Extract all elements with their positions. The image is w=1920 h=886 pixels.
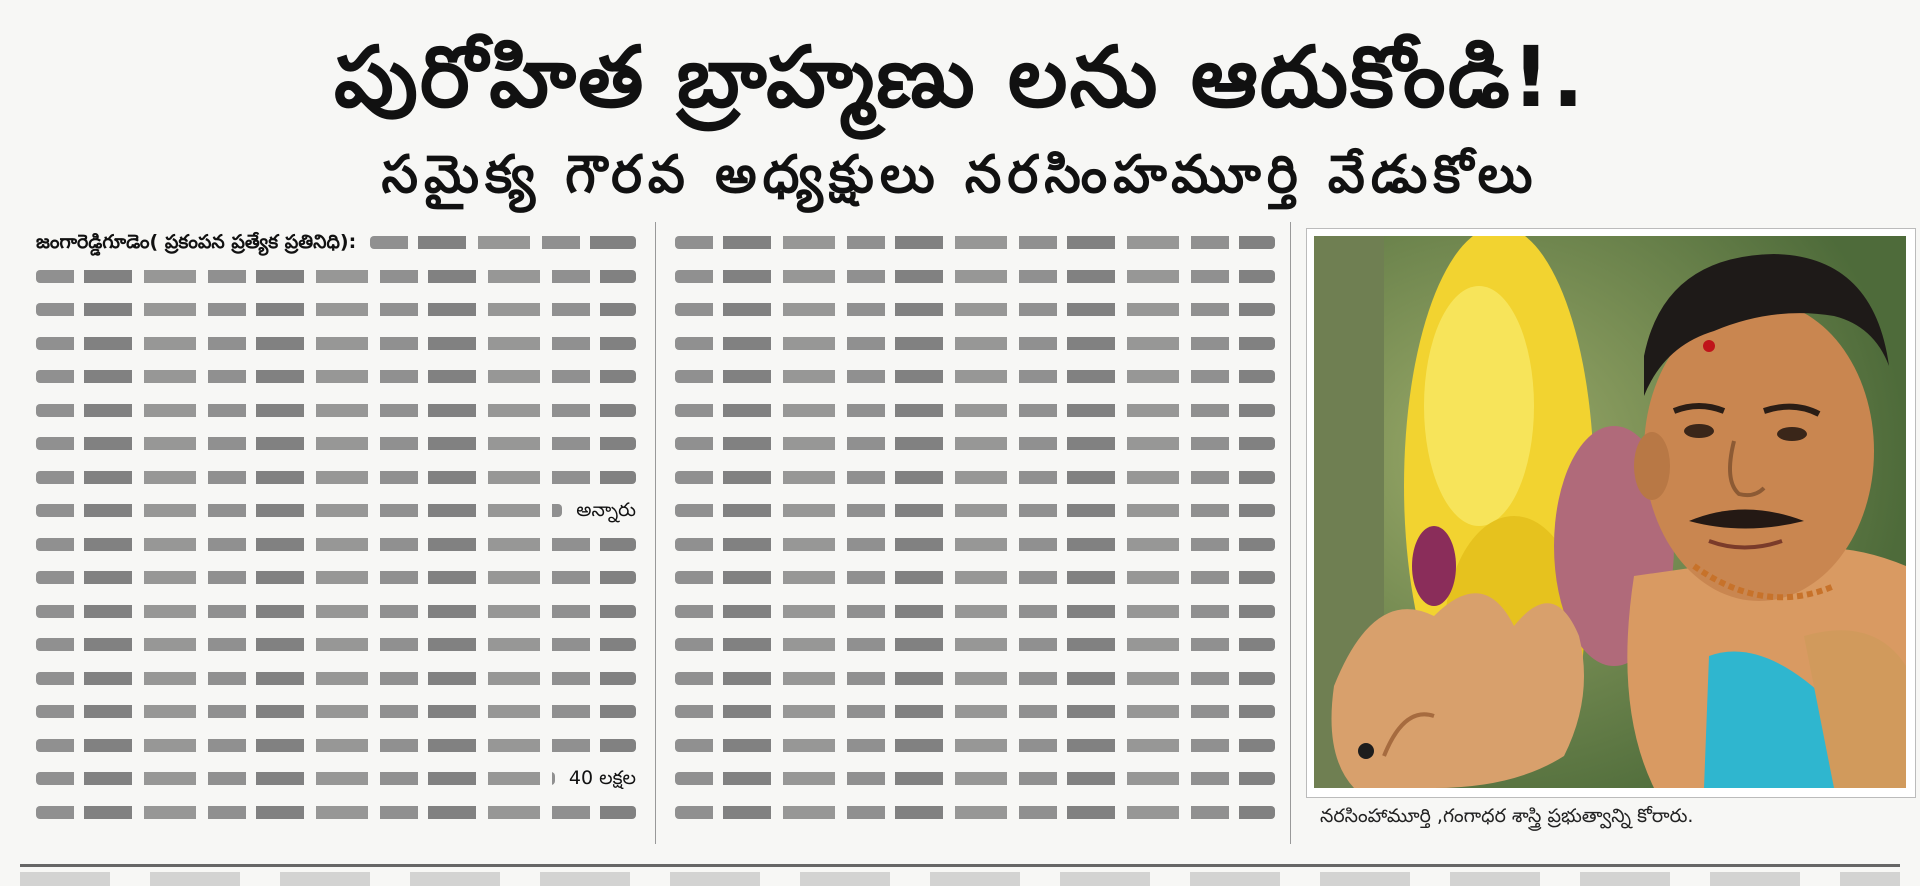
illegible-text bbox=[36, 337, 636, 350]
body-line bbox=[36, 561, 636, 595]
body-line bbox=[675, 695, 1275, 729]
illegible-text bbox=[36, 772, 555, 785]
illegible-text bbox=[675, 638, 1275, 651]
illegible-text bbox=[36, 370, 636, 383]
illegible-text bbox=[36, 672, 636, 685]
body-line bbox=[675, 729, 1275, 763]
illegible-text bbox=[675, 504, 1275, 517]
body-line bbox=[675, 461, 1275, 495]
illegible-text bbox=[675, 705, 1275, 718]
illegible-text bbox=[36, 437, 636, 450]
article-column-2 bbox=[675, 226, 1275, 846]
illegible-text bbox=[36, 504, 562, 517]
illegible-text bbox=[675, 571, 1275, 584]
body-line bbox=[36, 494, 636, 528]
bottom-divider bbox=[20, 864, 1900, 867]
illegible-text bbox=[36, 270, 636, 283]
illegible-text bbox=[36, 538, 636, 551]
body-line bbox=[36, 595, 636, 629]
dateline: జంగారెడ్డిగూడెం( ప్రకంపన ప్రత్యేక ప్రతినిధి): bbox=[36, 231, 357, 253]
illegible-text bbox=[370, 236, 636, 249]
illegible-text bbox=[675, 437, 1275, 450]
body-line bbox=[675, 427, 1275, 461]
body-line bbox=[36, 293, 636, 327]
body-line bbox=[675, 528, 1275, 562]
illegible-text bbox=[675, 337, 1275, 350]
body-line bbox=[675, 628, 1275, 662]
illegible-text bbox=[675, 370, 1275, 383]
body-line bbox=[36, 226, 636, 260]
illegible-text bbox=[675, 303, 1275, 316]
body-line bbox=[36, 662, 636, 696]
portrait-illustration bbox=[1314, 236, 1906, 788]
body-line bbox=[675, 293, 1275, 327]
body-line bbox=[36, 729, 636, 763]
portrait-photo bbox=[1314, 236, 1906, 788]
illegible-text bbox=[36, 638, 636, 651]
body-line bbox=[675, 762, 1275, 796]
body-line bbox=[675, 360, 1275, 394]
body-line bbox=[675, 494, 1275, 528]
body-line bbox=[36, 528, 636, 562]
illegible-text bbox=[36, 605, 636, 618]
illegible-text bbox=[675, 772, 1275, 785]
illegible-text bbox=[36, 471, 636, 484]
body-line bbox=[675, 662, 1275, 696]
subheadline: సమైక్య గౌరవ అధ్యక్షులు నరసింహమూర్తి వేడుకోలు bbox=[381, 145, 1539, 205]
body-line bbox=[675, 327, 1275, 361]
body-line bbox=[36, 360, 636, 394]
body-line bbox=[36, 427, 636, 461]
illegible-text bbox=[675, 806, 1275, 819]
illegible-text bbox=[675, 672, 1275, 685]
body-line bbox=[675, 561, 1275, 595]
illegible-text bbox=[675, 739, 1275, 752]
headline: పురోహిత బ్రాహ్మణు లను ఆదుకోండి!. bbox=[333, 28, 1587, 126]
body-line bbox=[675, 394, 1275, 428]
body-line bbox=[675, 226, 1275, 260]
cropped-next-line bbox=[20, 872, 1900, 886]
body-line bbox=[36, 762, 636, 796]
body-line bbox=[36, 394, 636, 428]
body-line bbox=[36, 461, 636, 495]
illegible-text bbox=[36, 571, 636, 584]
illegible-text bbox=[36, 303, 636, 316]
body-line bbox=[675, 796, 1275, 830]
body-line bbox=[36, 260, 636, 294]
illegible-text bbox=[675, 605, 1275, 618]
body-line bbox=[36, 628, 636, 662]
photo-caption: నరసింహామూర్తి ,గంగాధర శాస్త్రి ప్రభుత్వాన్ని కోరారు. bbox=[1320, 805, 1694, 827]
body-line bbox=[36, 327, 636, 361]
body-line bbox=[36, 695, 636, 729]
column-divider bbox=[655, 222, 656, 844]
illegible-text bbox=[36, 404, 636, 417]
illegible-text bbox=[675, 404, 1275, 417]
illegible-text bbox=[675, 538, 1275, 551]
illegible-text bbox=[675, 236, 1275, 249]
body-line bbox=[36, 796, 636, 830]
illegible-text bbox=[675, 270, 1275, 283]
body-line bbox=[675, 595, 1275, 629]
body-word: 40 లక్షల bbox=[568, 767, 636, 789]
body-word: అన్నారు bbox=[576, 499, 636, 521]
body-line bbox=[675, 260, 1275, 294]
column-divider bbox=[1290, 222, 1291, 844]
illegible-text bbox=[36, 806, 636, 819]
illegible-text bbox=[36, 739, 636, 752]
illegible-text bbox=[675, 471, 1275, 484]
article-column-1 bbox=[36, 226, 636, 846]
illegible-text bbox=[36, 705, 636, 718]
